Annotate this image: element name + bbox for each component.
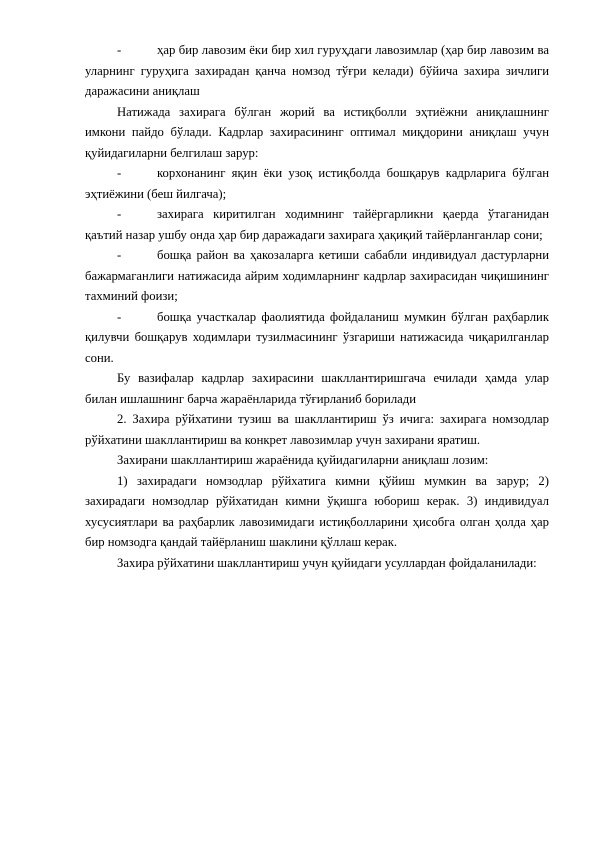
list-item [85, 204, 549, 245]
list-item [85, 307, 549, 369]
paragraph: 1) захирадаги номзодлар рўйхатига кимни қўйиш мумкин ва зарур; 2) захирадаги номзодлар рўйхатидан кимни ўқишга юбориш керак. 3) индивидуал хусусиятлари ва раҳбарлик лавозимидаги истиқболларини ҳисобга олган ҳолда ҳар бир номзодга қандай тайёрланиш шаклини қўллаш керак. [85, 473, 549, 549]
list-item [85, 245, 549, 307]
paragraph: Захира рўйхатини шакллантириш учун қуйидаги усуллардан фойдаланилади: [117, 555, 537, 570]
list-dash: - [117, 207, 122, 221]
paragraph: 2. Захира рўйхатини тузиш ва шакллантириш ўз ичига: захирага номзодлар рўйхатини шакллантириш ва конкрет лавозимлар учун захирани яратиш. [85, 412, 549, 447]
list-item [85, 163, 549, 204]
list-item-text: ҳар бир лавозим ёки бир хил гуруҳдаги лавозимлар (ҳар бир лавозим ва уларнинг гуруҳига захирадан қанча номзод тўғри келади) бўйича захира зичлиги даражасини аниқлаш [85, 43, 549, 98]
list-item-text: захирага киритилган ходимнинг тайёргарликни қаерда ўтаганидан қаътий назар ушбу онда ҳар бир даражадаги захирага ҳақиқий тайёрланганлар сони; [85, 207, 549, 242]
list-item-text: бошқа район ва ҳакозаларга кетиши сабабли индивидуал дастурларни бажармаганлиги натижасида айрим ходимларнинг кадрлар захирасидан чиқишининг тахминий фоизи; [85, 248, 549, 303]
list-dash: - [117, 248, 122, 262]
paragraph: Натижада захирага бўлган жорий ва истиқболли эҳтиёжни аниқлашнинг имкони пайдо бўлади. Кадрлар захирасининг оптимал миқдорини аниқлаш учун қуйидагиларни белгилаш зарур: [85, 104, 549, 160]
list-item-text: корхонанинг яқин ёки узоқ истиқболда бошқарув кадрларига бўлган эҳтиёжини (беш йилгача); [85, 166, 549, 201]
list-item [85, 40, 549, 102]
list-dash: - [117, 166, 122, 180]
paragraph: Бу вазифалар кадрлар захирасини шакллантиришгача ечилади ҳамда улар билан ишлашнинг барча жараёнларида тўғирланиб борилади [85, 371, 549, 406]
paragraph: Захирани шакллантириш жараёнида қуйидагиларни аниқлаш лозим: [117, 453, 489, 467]
list-dash: - [117, 43, 122, 57]
document-page [85, 40, 549, 573]
list-dash: - [117, 309, 122, 324]
list-item-text: бошқа участкалар фаолиятида фойдаланиш мумкин бўлган раҳбарлик қилувчи бошқарув ходимлари тузилмасининг ўзгариши натижасида чиқарилганлар сони. [85, 309, 549, 365]
